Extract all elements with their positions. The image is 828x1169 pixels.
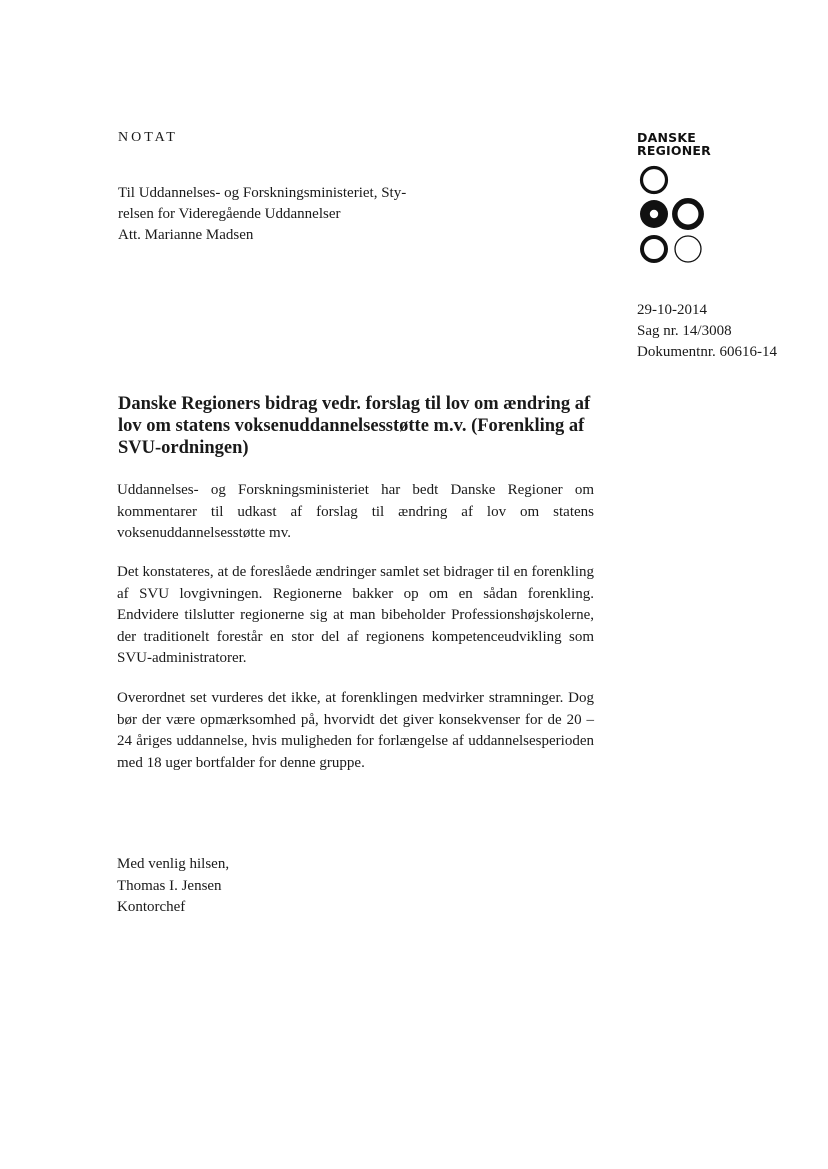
recipient-attention: Att. Marianne Madsen: [118, 227, 254, 243]
body-paragraph-1: Uddannelses- og Forskningsministeriet har bedt Danske Regioner om kommentarer til udkast af forslag til ændring af lov om statens voksenuddannelsesstøtte mv.: [117, 482, 594, 541]
document-date: 29-10-2014: [637, 302, 707, 318]
logo-line-danske: DANSKE: [637, 130, 696, 145]
recipient-block: [118, 183, 448, 246]
body-paragraph-3: Overordnet set vurderes det ikke, at forenklingen medvirker stramninger. Dog bør der være opmærksomhed på, hvorvidt det giver konsekvenser for de 20 – 24 åriges uddannelse, hvis muligheden for forlængelse af uddannelsesperioden med 18 uger bortfalder for denne gruppe.: [117, 690, 594, 771]
logo-circle-top: [642, 168, 667, 193]
document-number: Dokumentnr. 60616-14: [637, 344, 777, 360]
document-title: Danske Regioners bidrag vedr. forslag til lov om ændring af lov om statens voksenuddannelsesstøtte m.v. (Forenkling af SVU-ordningen): [118, 394, 591, 458]
case-number: Sag nr. 14/3008: [637, 323, 732, 339]
logo-circles-icon: [632, 163, 708, 267]
body-paragraph-2: Det konstateres, at de foreslåede ændringer samlet set bidrager til en forenkling af SVU lovgivningen. Regionerne bakker op om en sådan forenkling. Endvidere tilslutter regionerne sig at man bibeholder Professionshøjskolerne, der traditionelt forestår en stor del af regionens kompetenceudvikling som SVU-administratorer.: [117, 564, 594, 666]
logo-circle-bottom-right: [675, 236, 701, 262]
recipient-line: Til Uddannelses- og Forskningsministeriet, Sty-: [118, 185, 407, 201]
logo-wordmark: [637, 131, 711, 157]
signer-name: Thomas I. Jensen: [117, 877, 222, 894]
document-metadata: [637, 300, 777, 363]
signer-title: Kontorchef: [117, 899, 186, 915]
document-type-label: NOTAT: [118, 130, 178, 145]
closing-greeting: Med venlig hilsen,: [117, 856, 230, 872]
logo-circle-mid-left-dot: [650, 210, 658, 218]
logo-circle-bottom-left: [642, 237, 666, 261]
logo-circle-mid-right: [675, 201, 701, 227]
logo-line-regioner: REGIONER: [637, 143, 711, 158]
signature-block: [117, 854, 229, 919]
recipient-line: relsen for Videregående Uddannelser: [118, 206, 341, 222]
